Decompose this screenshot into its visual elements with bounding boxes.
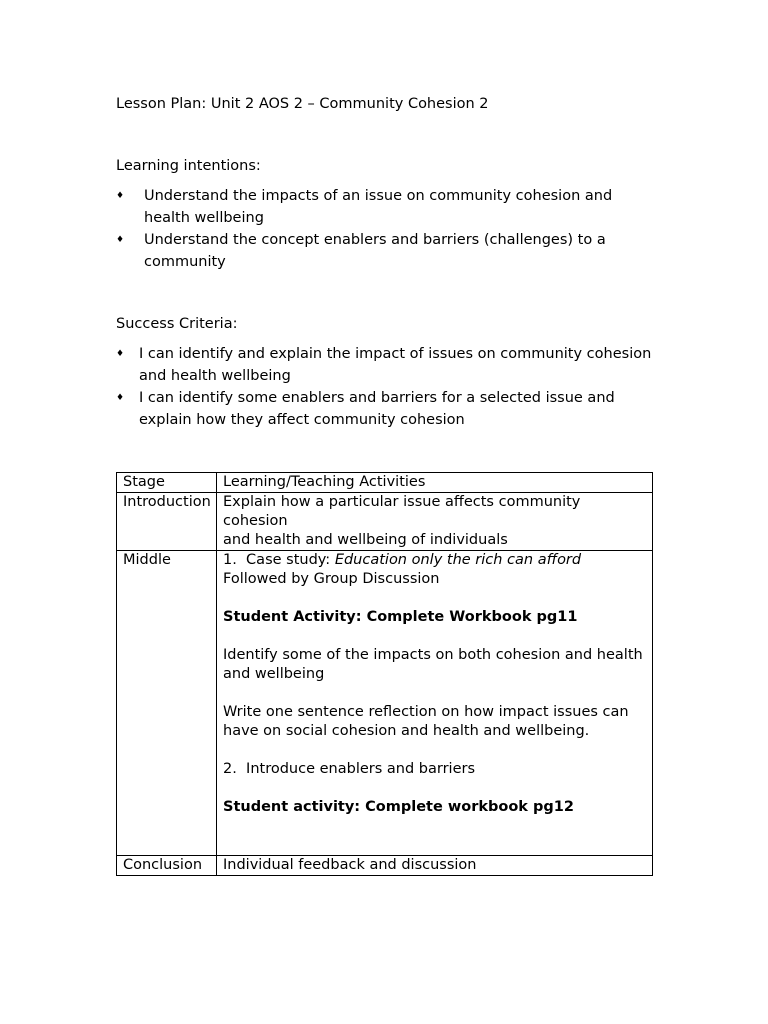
table-header-row bbox=[117, 473, 653, 493]
table-row bbox=[117, 551, 653, 856]
case-study-line: 1. Case study: Education only the rich can afford bbox=[223, 552, 582, 568]
bullet-diamond-icon: ♦ bbox=[116, 349, 125, 359]
student-activity-2: Student activity: Complete workbook pg12 bbox=[223, 799, 574, 815]
activities-cell: 1. Case study: Education only the rich can afford Followed by Group Discussion Student Activity: Complete Workbook pg11 Identify some of the impacts on both cohesion and health and wellbeing Write one sentence reflection on how impact issues can have on social cohesion and health and wellbeing. 2. Introduce enablers and barriers Student activity: Complete workbook pg12 bbox=[217, 551, 653, 856]
table-row bbox=[117, 856, 653, 876]
list-item: ♦ Understand the impacts of an issue on community cohesion and health wellbeing bbox=[116, 185, 652, 229]
activities-cell: Explain how a particular issue affects community cohesion and health and wellbeing of individuals bbox=[217, 493, 653, 551]
document-title: Lesson Plan: Unit 2 AOS 2 – Community Cohesion 2 bbox=[116, 96, 489, 112]
step-2-line: 2. Introduce enablers and barriers bbox=[223, 761, 476, 777]
bullet-diamond-icon: ♦ bbox=[116, 191, 125, 201]
list-item: ♦ I can identify and explain the impact of issues on community cohesion and health wellbeing bbox=[116, 343, 652, 387]
stage-cell: Introduction bbox=[117, 493, 217, 551]
list-item: ♦ I can identify some enablers and barriers for a selected issue and explain how they affect community cohesion bbox=[116, 387, 652, 431]
case-study-title: Education only the rich can afford bbox=[334, 552, 582, 568]
stage-cell: Conclusion bbox=[117, 856, 217, 876]
lesson-plan-table bbox=[116, 472, 653, 876]
table-row bbox=[117, 493, 653, 551]
activities-cell: Individual feedback and discussion bbox=[217, 856, 653, 876]
stage-cell: Middle bbox=[117, 551, 217, 856]
success-criteria-heading: Success Criteria: bbox=[116, 316, 238, 332]
student-activity-1: Student Activity: Complete Workbook pg11 bbox=[223, 609, 578, 625]
bullet-diamond-icon: ♦ bbox=[116, 393, 125, 403]
header-stage: Stage bbox=[117, 473, 217, 493]
learning-intentions-list bbox=[116, 185, 652, 273]
learning-intentions-heading: Learning intentions: bbox=[116, 158, 261, 174]
list-item: ♦ Understand the concept enablers and barriers (challenges) to a community bbox=[116, 229, 652, 273]
bullet-diamond-icon: ♦ bbox=[116, 235, 125, 245]
header-activities: Learning/Teaching Activities bbox=[217, 473, 653, 493]
success-criteria-list bbox=[116, 343, 652, 431]
